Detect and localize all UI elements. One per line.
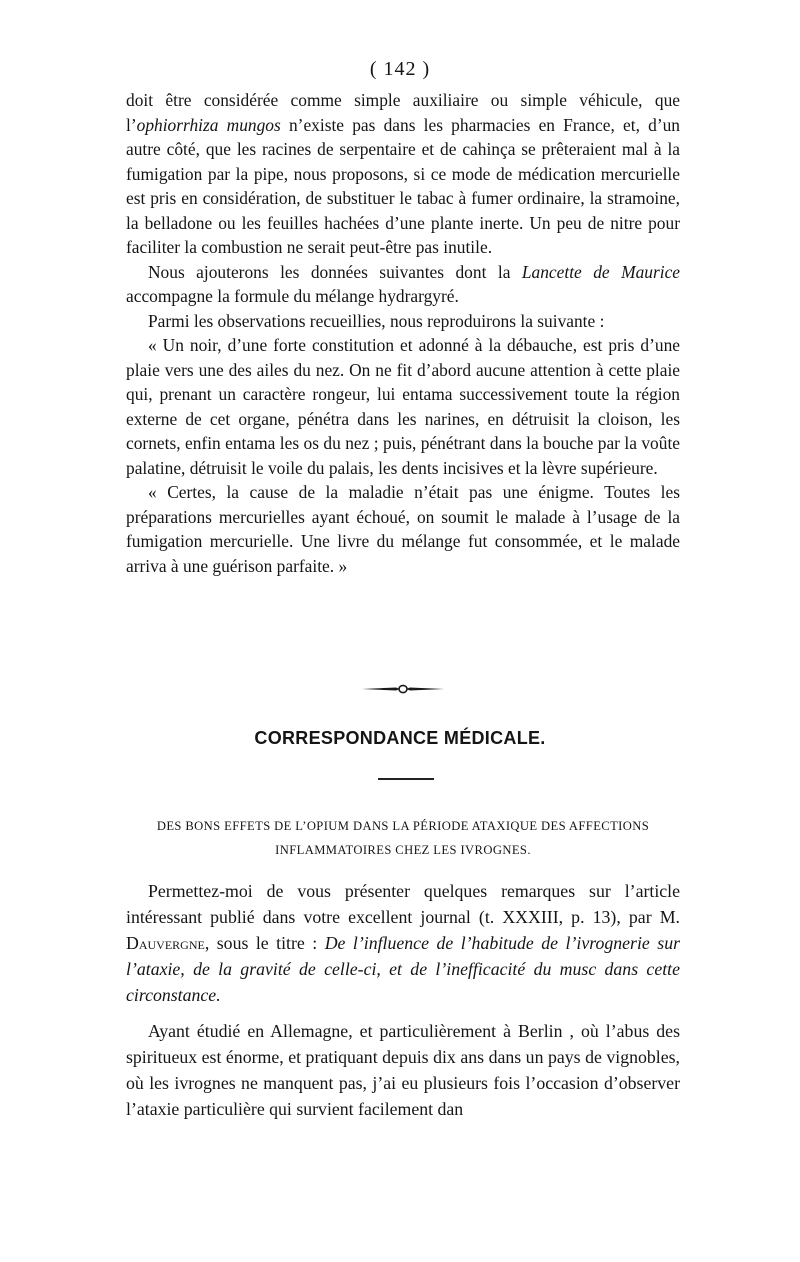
title-rule [378, 778, 434, 780]
article-subtitle-line-2: INFLAMMATOIRES CHEZ LES IVROGNES. [275, 843, 531, 857]
paragraph-letter-experience: Ayant étudié en Allemagne, et particulièrement à Berlin , où l’abus des spiritueux est énorme, et pratiquant depuis dix ans dans un pays de vignobles, où les ivrognes ne manquent pas, j’ai eu plusieurs fois l’occasion d’observer l’ataxie particulière qui survient facilement dan [126, 1021, 680, 1119]
intro-text [126, 88, 680, 578]
paragraph-letter-opening: Permettez-moi de vous présenter quelques remarques sur l’article intéressant publié dans votre excellent journal (t. XXXIII, p. 13), par M. Dauvergne, sous le titre : De l’influence de l’habitude de l’ivrognerie sur l’ataxie, de la gravité de celle-ci, et de l’inefficacité du musc dans cette circonstance. [126, 881, 681, 1005]
article-subtitle-line-1: DES BONS EFFETS DE L’OPIUM DANS LA PÉRIODE ATAXIQUE DES AFFECTIONS [156, 819, 650, 833]
paragraph-lancette: Nous ajouterons les données suivantes dont la Lancette de Maurice accompagne la formule du mélange hydrargyré. [126, 261, 681, 306]
section-title: CORRESPONDANCE MÉDICALE. [254, 728, 546, 748]
page-number: ( 142 ) [369, 58, 431, 80]
paragraph-case-description: « Un noir, d’une forte constitution et adonné à la débauche, est pris d’une plaie vers une des ailes du nez. On ne fit d’abord aucune attention à cette plaie qui, prenant un caractère rongeur, lui entama successivement toute la région externe de cet organe, pénétra dans les narines, en détruisit la cloison, les cornets, enfin entama les os du nez ; puis, pénétrant dans la bouche par la voûte palatine, détruisit le voile du palais, les dents incisives et la lèvre supérieure. [126, 335, 680, 478]
cited-article-title: De l’influence de l’habitude de l’ivrognerie sur l’ataxie, de la gravité de celle-ci, et de l’inefficacité du musc dans cette circonstance. [126, 933, 681, 1005]
letter-text [126, 878, 680, 1122]
paragraph-observations: Parmi les observations recueillies, nous reproduirons la suivante : [148, 310, 605, 331]
ornament-divider [360, 684, 446, 694]
paragraph-case-outcome: « Certes, la cause de la maladie n’était pas une énigme. Toutes les préparations mercurielles ayant échoué, on soumit le malade à l’usage de la fumigation mercurielle. Une livre du mélange fut consommée, et le malade arriva à une guérison parfaite. » [126, 482, 680, 576]
author-name: Dauvergne [126, 933, 205, 953]
paragraph-ophiorrhiza: doit être considérée comme simple auxiliaire ou simple véhicule, que l’ophiorrhiza mungos n’existe pas dans les pharmacies en France, et, d’un autre côté, que les racines de serpentaire et de cahinça se prêteraient mal à la fumigation par la pipe, nous proposons, si ce mode de médication mercurielle est pris en considération, de substituer le tabac à fumer ordinaire, la stramoine, la belladone ou les feuilles hachées d’une plante inerte. Un peu de nitre pour faciliter la combustion ne serait peut-être pas inutile. [126, 90, 681, 257]
article-subtitle [126, 814, 680, 862]
